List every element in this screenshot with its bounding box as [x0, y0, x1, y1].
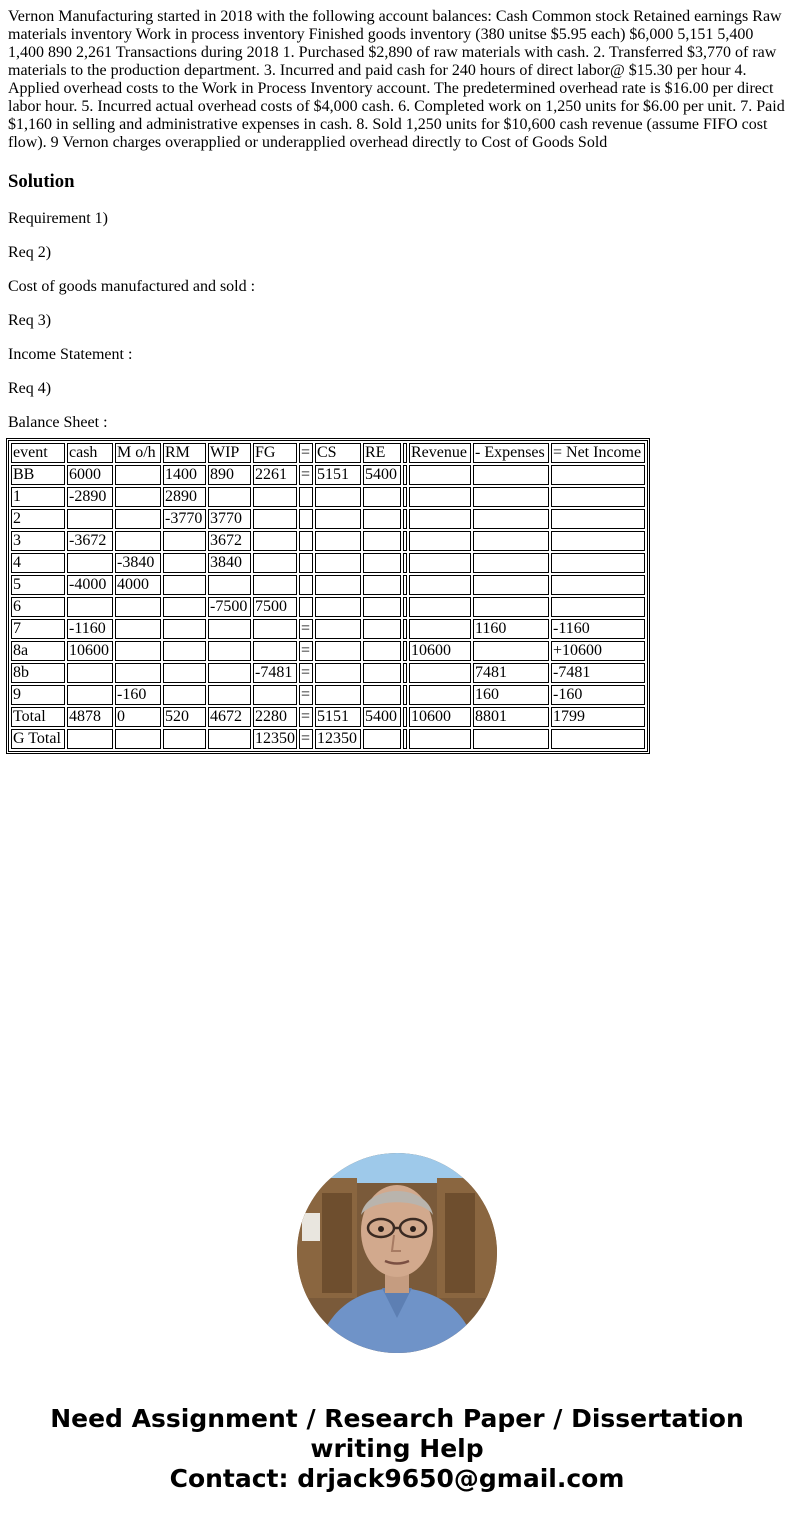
table-cell: [363, 575, 401, 595]
table-cell: 10600: [67, 641, 113, 661]
table-cell: [208, 575, 251, 595]
table-cell: [409, 465, 471, 485]
table-cell: 12350: [315, 729, 361, 749]
table-cell: 5151: [315, 707, 361, 727]
table-cell: [473, 487, 549, 507]
table-cell: [208, 641, 251, 661]
table-cell: 8b: [11, 663, 65, 683]
table-cell: [115, 509, 161, 529]
table-cell: =: [299, 707, 313, 727]
table-cell: [403, 465, 407, 485]
table-cell: [163, 685, 206, 705]
table-cell: 3840: [208, 553, 251, 573]
table-cell: [115, 729, 161, 749]
table-cell: 1: [11, 487, 65, 507]
ledger-table: [8, 440, 648, 752]
table-cell: [115, 663, 161, 683]
table-cell: [551, 531, 645, 551]
table-cell: 7481: [473, 663, 549, 683]
table-cell: [403, 729, 407, 749]
table-row: [11, 487, 645, 507]
table-cell: 6: [11, 597, 65, 617]
table-cell: [551, 487, 645, 507]
table-cell: [409, 553, 471, 573]
table-cell: 10600: [409, 641, 471, 661]
table-cell: -160: [115, 685, 161, 705]
table-cell: [67, 597, 113, 617]
table-cell: -7481: [253, 663, 297, 683]
table-cell: [403, 663, 407, 683]
table-cell: [253, 619, 297, 639]
table-cell: 9: [11, 685, 65, 705]
table-cell: [363, 663, 401, 683]
table-cell: [208, 663, 251, 683]
table-cell: [163, 641, 206, 661]
table-cell: [299, 597, 313, 617]
table-cell: [403, 597, 407, 617]
table-cell: 12350: [255, 730, 295, 747]
table-cell: [163, 597, 206, 617]
table-cell: [315, 685, 361, 705]
table-cell: [403, 531, 407, 551]
table-row: [11, 575, 645, 595]
table-cell: 3770: [208, 509, 251, 529]
table-cell: [403, 575, 407, 595]
promo-line-2: writing Help: [310, 1434, 484, 1463]
author-photo: [297, 1153, 497, 1353]
table-cell: [409, 619, 471, 639]
table-cell: BB: [11, 465, 65, 485]
table-cell: [115, 531, 161, 551]
table-cell: 3672: [208, 531, 251, 551]
table-cell: [551, 553, 645, 573]
table-cell: [409, 597, 471, 617]
table-row: [11, 465, 645, 485]
table-cell: [363, 553, 401, 573]
table-cell: [253, 641, 297, 661]
table-cell: [551, 597, 645, 617]
table-cell: [409, 487, 471, 507]
table-cell: [115, 465, 161, 485]
table-cell: 7500: [253, 597, 297, 617]
table-cell: G Total: [11, 729, 65, 749]
table-cell: -2890: [67, 487, 113, 507]
table-cell: [67, 509, 113, 529]
promo-contact: Contact: drjack9650@gmail.com: [169, 1464, 625, 1493]
table-cell: [253, 509, 297, 529]
table-cell: 3: [11, 531, 65, 551]
requirement-1-label: Requirement 1): [8, 210, 108, 227]
table-cell: -1160: [551, 619, 645, 639]
table-cell: 2261: [253, 465, 297, 485]
table-cell: [409, 663, 471, 683]
table-cell: 4000: [115, 575, 161, 595]
table-cell: 8801: [473, 707, 549, 727]
table-cell: [363, 509, 401, 529]
column-header: [403, 443, 407, 463]
table-row: [11, 597, 645, 617]
table-cell: [163, 553, 206, 573]
column-header: CS: [315, 443, 361, 463]
table-cell: [403, 685, 407, 705]
promo-line-1: Need Assignment / Research Paper / Dissertation: [50, 1404, 744, 1433]
table-cell: [67, 553, 113, 573]
table-cell: [403, 509, 407, 529]
table-cell: -160: [551, 685, 645, 705]
column-header: M o/h: [115, 443, 161, 463]
table-cell: [315, 553, 361, 573]
table-cell: [409, 729, 471, 749]
table-cell: -3840: [115, 553, 161, 573]
table-cell: [208, 487, 251, 507]
table-cell: Total: [11, 707, 65, 727]
table-cell: [315, 575, 361, 595]
column-header: - Expenses: [473, 443, 549, 463]
table-cell: [115, 597, 161, 617]
table-cell: [409, 509, 471, 529]
table-cell: [163, 531, 206, 551]
requirement-4-label: Req 4): [8, 380, 52, 397]
table-cell: [473, 531, 549, 551]
column-header: FG: [253, 443, 297, 463]
table-cell: [208, 729, 251, 749]
balance-sheet-label: Balance Sheet :: [8, 414, 108, 431]
table-cell: [299, 487, 313, 507]
table-cell: 5400: [363, 707, 401, 727]
table-cell: 1400: [163, 465, 206, 485]
table-cell: [403, 487, 407, 507]
table-cell: =: [299, 729, 313, 749]
table-cell: [315, 641, 361, 661]
table-cell: [315, 509, 361, 529]
question-text: Vernon Manufacturing started in 2018 with the following account balances: Cash Common stock Retained earnings Raw materials inventory Work in process inventory Finished goods inventory (380 unitse $5.95 each) $6,000 5,151 5,400 1,400 890 2,261 Transactions during 2018 1. Purchased $2,890 of raw materials with cash. 2. Transferred $3,770 of raw materials to the production department. 3. Incurred and paid cash for 240 hours of direct labor@ $15.30 per hour 4. Applied overhead costs to the Work in Process Inventory account. The predetermined overhead rate is $16.00 per direct labor hour. 5. Incurred actual overhead costs of $4,000 cash. 6. Completed work on 1,250 units for $6.00 per unit. 7. Paid $1,160 in selling and administrative expenses in cash. 8. Sold 1,250 units for $10,600 cash revenue (assume FIFO cost flow). 9 Vernon charges overapplied or underapplied overhead directly to Cost of Goods Sold: [8, 8, 785, 151]
table-cell: [363, 619, 401, 639]
column-header: =: [299, 443, 313, 463]
table-cell: [299, 531, 313, 551]
table-cell: [473, 465, 549, 485]
requirement-3-label: Req 3): [8, 312, 52, 329]
table-cell: [403, 707, 407, 727]
table-cell: +10600: [551, 641, 645, 661]
solution-heading: Solution: [8, 171, 75, 192]
table-cell: [253, 575, 297, 595]
table-row: [11, 685, 645, 705]
page-content: [0, 0, 794, 752]
table-cell: 10600: [409, 707, 471, 727]
table-cell: [473, 575, 549, 595]
table-cell: [363, 685, 401, 705]
table-cell: [163, 729, 206, 749]
table-cell: [115, 641, 161, 661]
table-cell: [299, 575, 313, 595]
table-row: [11, 641, 645, 661]
table-row: [11, 619, 645, 639]
table-cell: [299, 509, 313, 529]
table-header-row: [11, 443, 645, 463]
requirement-2-label: Req 2): [8, 244, 52, 261]
table-cell: 5: [11, 575, 65, 595]
table-cell: [473, 597, 549, 617]
table-cell: [551, 729, 645, 749]
table-cell: [163, 663, 206, 683]
author-avatar: [297, 1153, 497, 1353]
table-cell: [551, 575, 645, 595]
table-cell: [67, 663, 113, 683]
table-cell: [115, 487, 161, 507]
table-cell: 7: [11, 619, 65, 639]
table-cell: [315, 619, 361, 639]
table-cell: -3770: [163, 509, 206, 529]
column-header: cash: [67, 443, 113, 463]
table-cell: 160: [473, 685, 549, 705]
table-cell: [551, 509, 645, 529]
table-cell: =: [299, 619, 313, 639]
table-cell: 520: [163, 707, 206, 727]
table-cell: [363, 531, 401, 551]
table-cell: [208, 619, 251, 639]
table-cell: 6000: [67, 465, 113, 485]
table-row: [11, 663, 645, 683]
table-cell: 5400: [363, 465, 401, 485]
table-cell: [315, 663, 361, 683]
table-cell: 4878: [67, 707, 113, 727]
table-cell: [253, 685, 297, 705]
cogm-label: Cost of goods manufactured and sold :: [8, 278, 256, 295]
table-cell: [67, 729, 113, 749]
table-cell: [363, 597, 401, 617]
table-cell: -1160: [67, 619, 113, 639]
column-header: RM: [163, 443, 206, 463]
table-cell: 1799: [551, 707, 645, 727]
table-cell: [253, 553, 297, 573]
table-cell: [67, 685, 113, 705]
column-header: RE: [363, 443, 401, 463]
table-cell: [473, 509, 549, 529]
table-cell: [363, 729, 401, 749]
table-cell: =: [299, 663, 313, 683]
table-row: [11, 531, 645, 551]
table-cell: [299, 553, 313, 573]
table-cell: [315, 597, 361, 617]
table-cell: [315, 531, 361, 551]
income-statement-label: Income Statement :: [8, 346, 133, 363]
table-cell: 5151: [315, 465, 361, 485]
table-cell: 2: [11, 509, 65, 529]
column-header: WIP: [208, 443, 251, 463]
table-cell: =: [299, 465, 313, 485]
table-cell: [208, 685, 251, 705]
table-cell: -7481: [551, 663, 645, 683]
table-cell: [163, 575, 206, 595]
column-header: Revenue: [409, 443, 471, 463]
table-cell: [315, 487, 361, 507]
table-cell: [473, 729, 549, 749]
table-cell: =: [299, 641, 313, 661]
column-header: event: [11, 443, 65, 463]
table-cell: [253, 487, 297, 507]
table-cell: 4672: [208, 707, 251, 727]
table-cell: [363, 487, 401, 507]
promo-banner: [0, 1404, 794, 1494]
column-header: = Net Income: [551, 443, 645, 463]
table-cell: -7500: [208, 597, 251, 617]
table-cell: 1160: [473, 619, 549, 639]
table-row: [11, 729, 645, 749]
table-cell: =: [299, 685, 313, 705]
table-cell: [363, 641, 401, 661]
table-row: [11, 553, 645, 573]
table-cell: [115, 619, 161, 639]
table-cell: 0: [115, 707, 161, 727]
table-cell: [253, 531, 297, 551]
table-cell: -3672: [67, 531, 113, 551]
table-cell: [473, 553, 549, 573]
table-cell: 2890: [163, 487, 206, 507]
table-row: [11, 707, 645, 727]
table-cell: [473, 641, 549, 661]
table-cell: 2280: [253, 707, 297, 727]
table-cell: -4000: [67, 575, 113, 595]
table-cell: 4: [11, 553, 65, 573]
table-cell: [403, 641, 407, 661]
table-cell: [551, 465, 645, 485]
table-cell: [403, 619, 407, 639]
table-cell: [409, 685, 471, 705]
table-cell: [163, 619, 206, 639]
table-cell: 8a: [11, 641, 65, 661]
table-cell: 890: [208, 465, 251, 485]
table-cell: [409, 575, 471, 595]
table-cell: [403, 553, 407, 573]
table-row: [11, 509, 645, 529]
table-cell: [409, 531, 471, 551]
